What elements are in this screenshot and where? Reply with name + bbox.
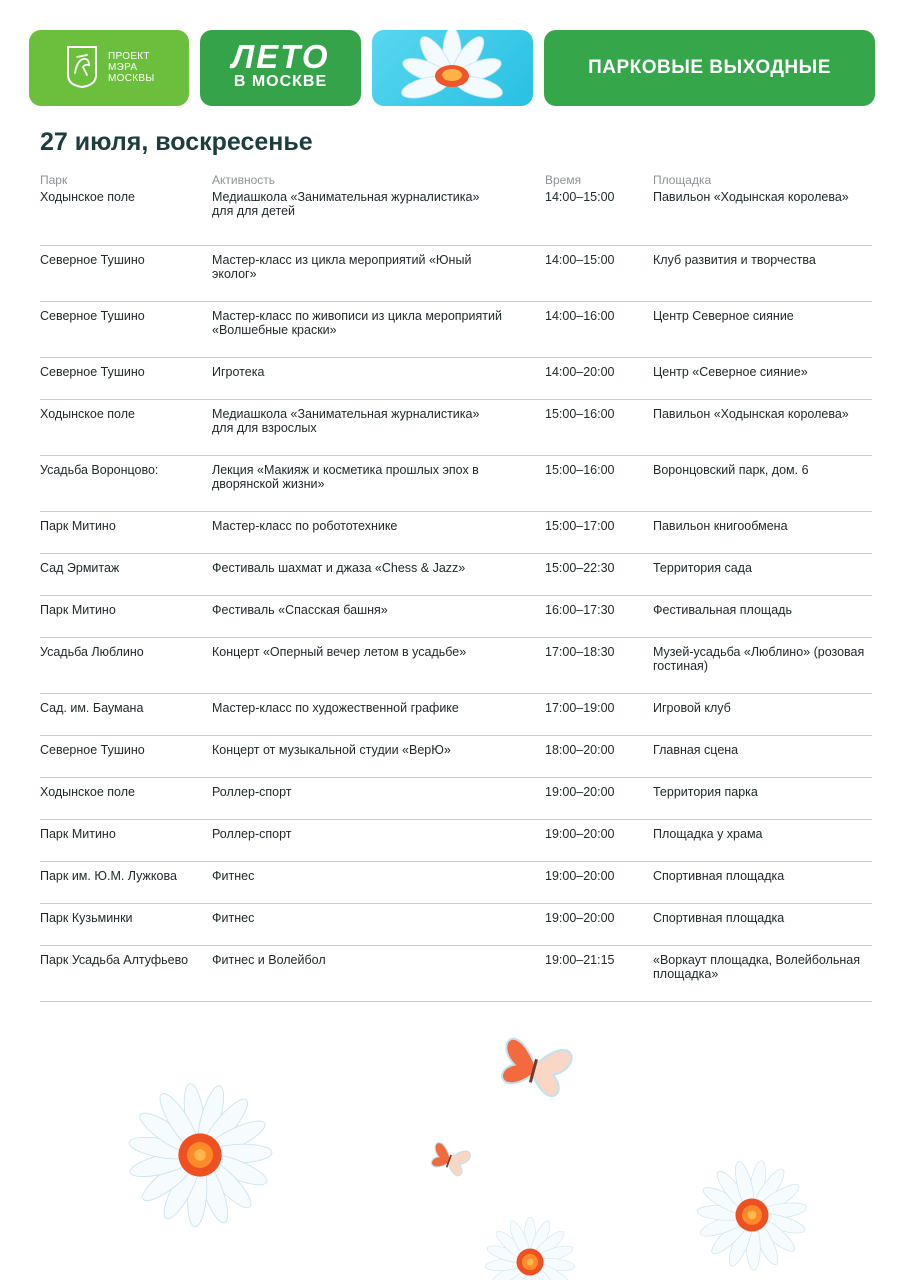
table-row: [40, 596, 872, 638]
cell-time: 19:00–20:00: [545, 827, 615, 841]
cell-time: 17:00–19:00: [545, 701, 615, 715]
table-row: [40, 904, 872, 946]
cell-activity: Роллер-спорт: [212, 785, 292, 799]
leto-v-moskve-logo: [200, 30, 361, 106]
table-row: [40, 554, 872, 596]
cell-activity: Игротека: [212, 365, 265, 379]
daisy-icon: [372, 30, 533, 106]
table-row: [40, 946, 872, 1002]
cell-activity: Фестиваль шахмат и джаза «Chess & Jazz»: [212, 561, 466, 575]
cell-place: Воронцовский парк, дом. 6: [653, 463, 809, 477]
column-header-activity: Активность: [212, 173, 276, 187]
table-body: [40, 190, 872, 1002]
moscow-emblem-icon: [65, 45, 99, 89]
table-row: [40, 400, 872, 456]
cell-park: Ходынское поле: [40, 785, 135, 799]
cell-park: Парк Митино: [40, 603, 116, 617]
header: [29, 30, 875, 106]
cell-activity: Лекция «Макияж и косметика прошлых эпох в дворянской жизни»: [212, 463, 479, 491]
cell-time: 19:00–20:00: [545, 785, 615, 799]
cell-time: 19:00–21:15: [545, 953, 615, 967]
cell-time: 14:00–15:00: [545, 190, 615, 204]
cell-time: 15:00–17:00: [545, 519, 615, 533]
cell-time: 18:00–20:00: [545, 743, 615, 757]
cell-activity: Роллер-спорт: [212, 827, 292, 841]
mayor-project-logo: [29, 30, 189, 106]
daisy-large-left: [118, 1074, 282, 1237]
page-title: 27 июля, воскресенье: [40, 128, 313, 156]
schedule-table: [40, 170, 872, 1002]
table-row: [40, 512, 872, 554]
leto-subtitle: В МОСКВЕ: [233, 73, 328, 90]
table-row: [40, 246, 872, 302]
flower-banner: [372, 30, 533, 106]
parks-weekend-label: ПАРКОВЫЕ ВЫХОДНЫЕ: [588, 57, 831, 78]
cell-park: Парк Митино: [40, 519, 116, 533]
cell-park: Парк Кузьминки: [40, 911, 133, 925]
table-row: [40, 190, 872, 246]
column-header-place: Площадка: [653, 173, 712, 187]
cell-time: 14:00–20:00: [545, 365, 615, 379]
table-header: [40, 170, 872, 190]
cell-activity: Фитнес: [212, 869, 255, 883]
butterfly-large: [497, 1035, 574, 1099]
cell-place: Павильон «Ходынская королева»: [653, 190, 849, 204]
project-line: ПРОЕКТ: [108, 51, 150, 62]
cell-park: Северное Тушино: [40, 253, 145, 267]
cell-time: 14:00–15:00: [545, 253, 615, 267]
cell-park: Усадьба Воронцово:: [40, 463, 159, 477]
project-line: МОСКВЫ: [108, 73, 155, 84]
cell-place: Игровой клуб: [653, 701, 731, 715]
cell-place: Павильон книгообмена: [653, 519, 788, 533]
cell-time: 15:00–16:00: [545, 463, 615, 477]
table-row: [40, 694, 872, 736]
cell-activity: Концерт от музыкальной студии «ВерЮ»: [212, 743, 451, 757]
cell-time: 16:00–17:30: [545, 603, 615, 617]
cell-place: «Воркаут площадка, Волейбольная площадка»: [653, 953, 861, 981]
table-row: [40, 820, 872, 862]
table-row: [40, 456, 872, 512]
table-row: [40, 302, 872, 358]
column-header-park: Парк: [40, 173, 68, 187]
cell-activity: Концерт «Оперный вечер летом в усадьбе»: [212, 645, 467, 659]
cell-place: Музей-усадьба «Люблино» (розовая гостиная): [653, 645, 865, 673]
cell-place: Главная сцена: [653, 743, 739, 757]
cell-park: Усадьба Люблино: [40, 645, 144, 659]
cell-activity: Мастер-класс из цикла мероприятий «Юный эколог»: [212, 253, 472, 281]
cell-place: Территория сада: [653, 561, 752, 575]
cell-activity: Фитнес: [212, 911, 255, 925]
table-row: [40, 638, 872, 694]
cell-place: Площадка у храма: [653, 827, 763, 841]
project-line: МЭРА: [108, 62, 138, 73]
cell-place: Спортивная площадка: [653, 869, 785, 883]
cell-time: 15:00–22:30: [545, 561, 615, 575]
cell-activity: Фитнес и Волейбол: [212, 953, 326, 967]
daisy-small-center: [485, 1217, 576, 1280]
cell-activity: Фестиваль «Спасская башня»: [212, 603, 388, 617]
parks-weekend-banner: [544, 30, 875, 106]
cell-place: Центр «Северное сияние»: [653, 365, 808, 379]
butterfly-small: [428, 1140, 471, 1177]
table-row: [40, 778, 872, 820]
cell-park: Ходынское поле: [40, 407, 135, 421]
cell-activity: Медиашкола «Занимательная журналистика» для для детей: [212, 190, 480, 218]
column-header-time: Время: [545, 173, 582, 187]
cell-park: Сад Эрмитаж: [40, 561, 120, 575]
cell-time: 17:00–18:30: [545, 645, 615, 659]
cell-time: 19:00–20:00: [545, 911, 615, 925]
project-text: [108, 51, 154, 84]
cell-time: 14:00–16:00: [545, 309, 615, 323]
cell-activity: Мастер-класс по робототехнике: [212, 519, 398, 533]
table-row: [40, 358, 872, 400]
cell-place: Павильон «Ходынская королева»: [653, 407, 849, 421]
cell-park: Сад. им. Баумана: [40, 701, 144, 715]
daisies-butterflies-illustration: [0, 1000, 904, 1280]
cell-park: Северное Тушино: [40, 309, 145, 323]
daisy-right: [688, 1151, 816, 1279]
cell-time: 19:00–20:00: [545, 869, 615, 883]
cell-park: Парк Митино: [40, 827, 116, 841]
cell-place: Центр Северное сияние: [653, 309, 794, 323]
cell-park: Парк Усадьба Алтуфьево: [40, 953, 189, 967]
cell-park: Северное Тушино: [40, 365, 145, 379]
cell-park: Ходынское поле: [40, 190, 135, 204]
cell-time: 15:00–16:00: [545, 407, 615, 421]
cell-place: Территория парка: [653, 785, 758, 799]
cell-activity: Медиашкола «Занимательная журналистика» для для взрослых: [212, 407, 480, 435]
leto-title: ЛЕТО: [231, 38, 330, 75]
cell-park: Северное Тушино: [40, 743, 145, 757]
cell-place: Фестивальная площадь: [653, 603, 792, 617]
cell-place: Спортивная площадка: [653, 911, 785, 925]
cell-activity: Мастер-класс по живописи из цикла мероприятий «Волшебные краски»: [212, 309, 502, 337]
cell-place: Клуб развития и творчества: [653, 253, 816, 267]
table-row: [40, 736, 872, 778]
cell-activity: Мастер-класс по художественной графике: [212, 701, 459, 715]
cell-park: Парк им. Ю.М. Лужкова: [40, 869, 177, 883]
table-row: [40, 862, 872, 904]
